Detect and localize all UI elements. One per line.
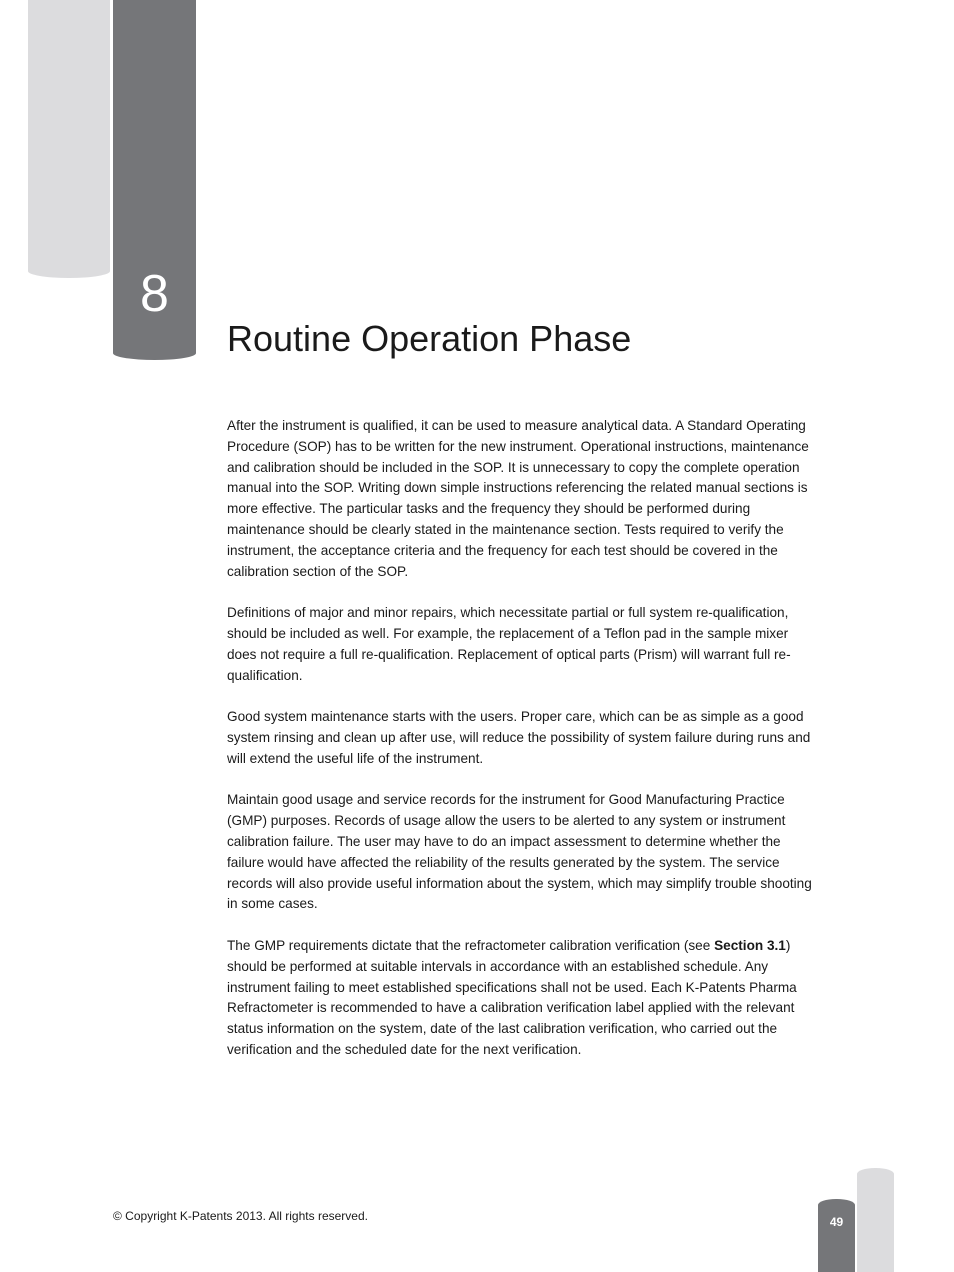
paragraph: Good system maintenance starts with the users. Proper care, which can be as simple as a good system rinsing and clean up after use, will reduce the possibility of system failure during runs and will extend the useful life of the instrument. [227, 709, 811, 766]
paragraph: Definitions of major and minor repairs, which necessitate partial or full system re-qualification, should be included as well. For example, the replacement of a Teflon pad in the sample mixer does not require a full re-qualification. Replacement of optical parts (Prism) will warrant full re-qualification. [227, 605, 791, 683]
page-tab-light [857, 1168, 894, 1272]
paragraph: Maintain good usage and service records for the instrument for Good Manufacturing Practice (GMP) purposes. Records of usage allow the users to be alerted to any system or instrument calibration failure. The user may have to do an impact assessment to determine whether the failure would have affected the reliability of the results generated by the system. The service records will also provide useful information about the system, which may simplify trouble shooting in some cases. [227, 792, 812, 912]
page-tab-dark [818, 1199, 855, 1272]
chapter-tab-light [28, 0, 110, 278]
body-text [227, 416, 819, 1082]
gmp-text-before: The GMP requirements dictate that the refractometer calibration verification (see [227, 937, 715, 953]
paragraph: After the instrument is qualified, it can be used to measure analytical data. A Standard Operating Procedure (SOP) has to be written for the new instrument. Operational instructions, maintenance and calibration should be included in the SOP. It is unnecessary to copy the complete operation manual into the SOP. Writing down simple instructions referencing the related manual sections is more effective. The particular tasks and the frequency they should be performed during maintenance should be clearly stated in the maintenance section. Tests required to verify the instrument, the acceptance criteria and the frequency for each test should be covered in the calibration section of the SOP. [227, 418, 809, 579]
gmp-paragraph [227, 936, 819, 1061]
chapter-number: 8 [140, 265, 169, 323]
page-number: 49 [829, 1215, 844, 1229]
section-reference-link: Section 3.1 [714, 937, 786, 953]
gmp-text-after: ) should be performed at suitable intervals in accordance with an established schedule. Any instrument failing to meet established specifications shall not be used. Each K-Patents Pharma Refractometer is recommended to have a calibration verification label applied with the relevant status information on the system, date of the last calibration verification, who carried out the verification and the scheduled date for the next verification. [227, 937, 797, 1057]
footer-copyright: © Copyright K-Patents 2013. All rights reserved. [113, 1209, 368, 1223]
chapter-title: Routine Operation Phase [227, 318, 632, 359]
